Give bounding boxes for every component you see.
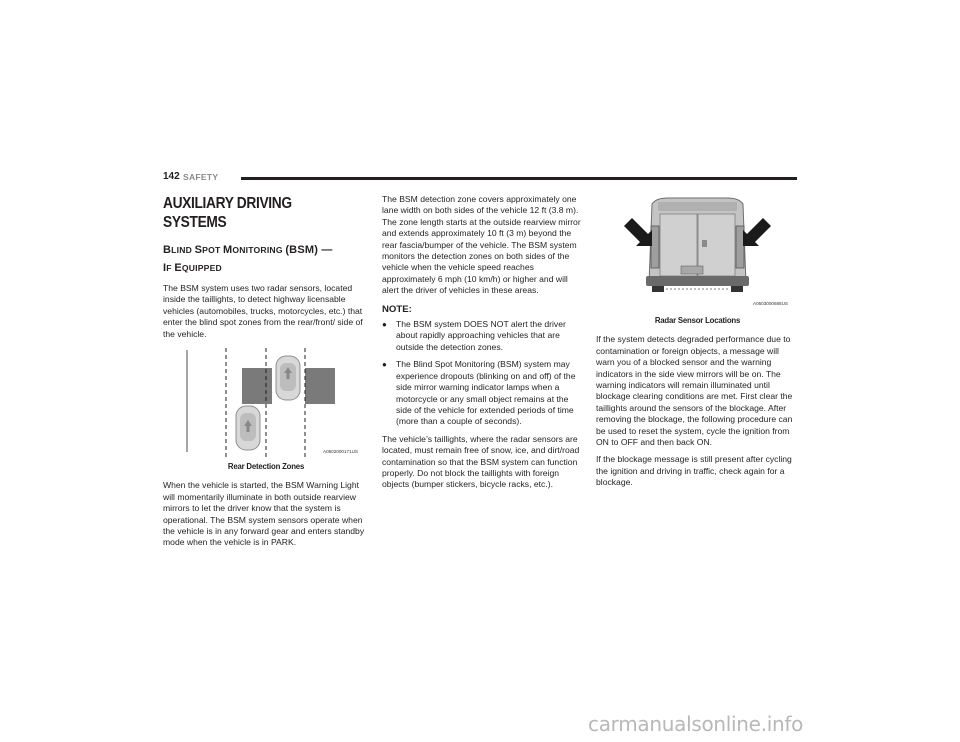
rear-detection-zones-figure <box>163 346 369 460</box>
column-2 <box>382 194 582 497</box>
radar-sensor-locations-figure <box>596 196 799 314</box>
left-detection-zone <box>242 368 272 404</box>
watermark: carmanualsonline.info <box>588 712 804 736</box>
van-rear-illustration <box>596 196 799 314</box>
bullet-icon: ● <box>382 360 387 370</box>
header-rule <box>241 177 797 180</box>
section-name: SAFETY <box>183 172 219 182</box>
bullet-icon: ● <box>382 320 387 330</box>
right-detection-zone <box>305 368 335 404</box>
left-taillight <box>651 226 659 268</box>
note-label: NOTE: <box>382 303 412 315</box>
host-car-icon <box>276 356 300 400</box>
figure-caption: Radar Sensor Locations <box>654 316 741 325</box>
figure-code: A0503000688US <box>753 301 788 306</box>
degraded-performance-paragraph: If the system detects degraded performance due to contamination or foreign objects, a message will warn you of a blocked sensor and the warning indicators in the side view mirrors will be on. The warning indicators will remain illuminated until blockage clearing conditions are met. First clear the taillights around the sensors of the blockage. After removing the blockage, the following procedure can be used to reset the system, cycle the ignition from ON to OFF and then back ON. <box>596 334 793 448</box>
bsm-intro-paragraph: The BSM system uses two radar sensors, located inside the taillights, to detect highway licensable vehicles (automobiles, trucks, motorcycles, etc.) that enter the blind spot zones from the rear/front/ side of the vehicle. <box>163 283 363 339</box>
page-number: 142 <box>163 171 180 182</box>
section-subtitle: BLIND SPOT MONITORING (BSM) — IF EQUIPPED <box>163 244 333 274</box>
right-taillight <box>736 226 744 268</box>
right-arrow-icon <box>743 218 771 246</box>
note-bullet: ● The Blind Spot Monitoring (BSM) system may experience dropouts (blinking on and off) of the side mirror warning indicator lamps when a motorcycle or any small object remains at the side of the vehicle for extended periods of time (more than a couple of seconds). <box>382 359 576 427</box>
figure-caption: Rear Detection Zones <box>227 462 305 472</box>
taillights-paragraph: The vehicle’s taillights, where the radar sensors are located, must remain free of snow, ice, and dirt/road contamination so that the BSM system can function properly. Do not block the taillights with foreign objects (bumper stickers, bicycle racks, etc.). <box>382 433 580 490</box>
note-bullet: ● The BSM system DOES NOT alert the driver about rapidly approaching vehicles that are outside the detection zones. <box>382 319 566 352</box>
left-arrow-icon <box>624 218 652 246</box>
blockage-message-paragraph: If the blockage message is still present after cycling the ignition and driving in traffic, check again for a blockage. <box>596 454 792 488</box>
page-header <box>163 171 797 185</box>
detection-zone-paragraph: The BSM detection zone covers approximately one lane width on both sides of the vehicle 12 ft (3.8 m). The zone length starts at the outside rearview mirror and extends approximately 10 ft (3 m) beyond the rear fascia/bumper of the vehicle. The BSM system monitors the detection zones on both sides of the vehicle when the vehicle speed reaches approximately 6 mph (10 km/h) or higher and will alert the driver of vehicles in these areas. <box>382 194 581 296</box>
figure-code: A0502000171US <box>323 449 358 455</box>
approaching-car-icon <box>236 406 260 450</box>
main-title: AUXILIARY DRIVING SYSTEMS <box>163 195 292 231</box>
column-3 <box>596 196 799 495</box>
bsm-startup-paragraph: When the vehicle is started, the BSM Warning Light will momentarily illuminate in both outside rearview mirrors to let the driver know that the system is operational. The BSM system sensors operate when the vehicle is in any forward gear and enters standby mode when the vehicle is in PARK. <box>163 480 365 548</box>
column-1 <box>163 194 369 555</box>
rear-detection-zones-illustration <box>163 346 369 460</box>
